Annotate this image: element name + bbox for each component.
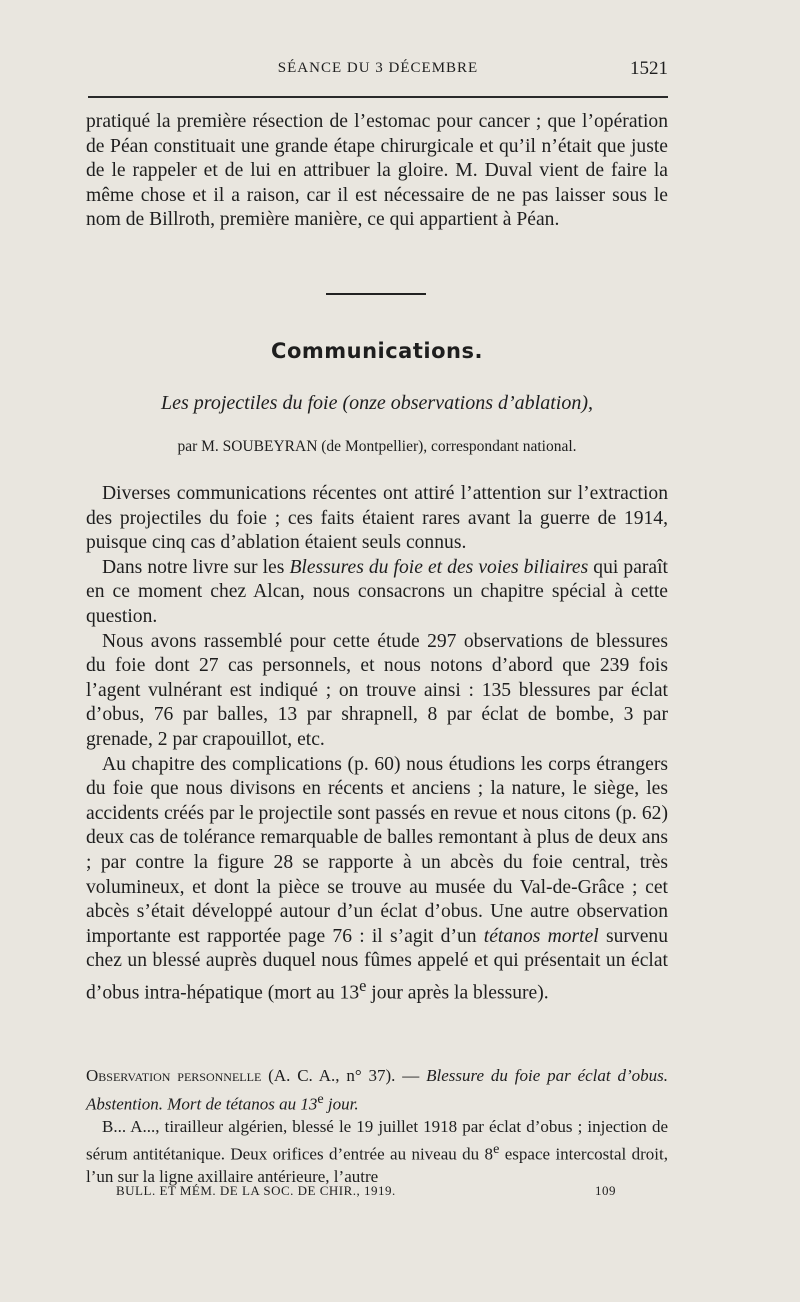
section-heading: Communications. [271, 339, 483, 363]
paragraph-4-sup: e [359, 975, 367, 995]
intro-paragraph: pratiqué la première résection de l’estomac pour cancer ; que l’opération de Péan constituait une grande étape chirurgicale et qu’il n’était que juste de le rappeler et de lui en attribuer la gloire. M. Duval vient de faire la même chose et il a raison, car il est nécessaire de ne pas laisser sous le nom de Billroth, première manière, ce qui appartient à Péan. [86, 111, 668, 231]
observation-heading [86, 1065, 668, 1116]
observation-ref: (A. C. A., n° 37). — [261, 1066, 427, 1085]
footer-citation: BULL. ET MÉM. DE LA SOC. DE CHIR., 1919. [116, 1183, 396, 1198]
paragraph-3: Nous avons rassemblé pour cette étude 297 observations de blessures du foie dont 27 cas personnels, et nous notons d’abord que 239 fois l’agent vulnérant est indiqué ; on trouve ainsi : 135 blessures par éclat d’obus, 76 par balles, 13 par shrapnell, 8 par éclat de bombe, 3 par grenade, 2 par crapouillot, etc. [86, 630, 668, 750]
article-body [86, 482, 668, 1006]
section-divider [326, 293, 426, 295]
paragraph-2 [86, 556, 668, 630]
tetanos-phrase: tétanos mortel [483, 925, 599, 947]
observation-block [86, 1065, 668, 1189]
paragraph-4-text-c: jour après la blessure). [366, 982, 549, 1004]
paragraph-4-text-b: survenu chez un blessé auprès duquel nous fûmes appelé et qui présentait un éclat d’obus intra-hépatique (mort au 13 [86, 925, 669, 1004]
page-number: 1521 [630, 58, 668, 79]
paragraph-2-text-b: qui paraît en ce moment chez Alcan, nous consacrons un chapitre spécial à cette question. [86, 556, 669, 627]
observation-text-sup: e [493, 1141, 500, 1158]
footer [116, 1183, 616, 1199]
header-rule [88, 96, 668, 98]
paragraph-4-text-a: Au chapitre des complications (p. 60) nous étudions les corps étrangers du foie que nous divisons en récents et anciens ; la nature, le siège, les accidents créés par le projectile sont passés en revue et nous citons (p. 62) deux cas de tolérance remarquable de balles remontant à plus de deux ans ; par contre la figure 28 se rapporte à un abcès du foie central, très volumineux, et dont la pièce se trouve au musée du Val-de-Grâce ; cet abcès s’était développé autour d’un éclat d’obus. Une autre observation importante est rapportée page 76 : il s’agit d’un [86, 753, 668, 947]
paragraph-4 [86, 753, 668, 1006]
footer-number: 109 [595, 1183, 616, 1198]
observation-summary-sup: e [317, 1090, 324, 1107]
running-head [88, 60, 668, 84]
observation-summary-b: jour. [323, 1094, 359, 1114]
running-head-title: SÉANCE DU 3 DÉCEMBRE [277, 60, 479, 76]
author-line: par M. SOUBEYRAN (de Montpellier), correspondant national. [177, 438, 577, 455]
intro-block [86, 110, 668, 233]
observation-text [86, 1116, 668, 1189]
observation-text-b: espace intercostal droit, l’un sur la ligne axillaire antérieure, l’autre [86, 1144, 668, 1187]
paragraph-2-text-a: Dans notre livre sur les [102, 556, 290, 578]
article-title: Les projectiles du foie (onze observations d’ablation), [161, 392, 593, 414]
observation-summary-a: Blessure du foie par éclat d’obus. Abstention. Mort de tétanos au 13 [86, 1066, 668, 1114]
paragraph-1: Diverses communications récentes ont attiré l’attention sur l’extraction des projectiles du foie ; ces faits étaient rares avant la guerre de 1914, puisque cinq cas d’ablation étaient seuls connus. [86, 483, 668, 554]
observation-label: Observation personnelle [86, 1066, 262, 1085]
book-title: Blessures du foie et des voies biliaires [289, 556, 589, 578]
observation-text-a: B... A..., tirailleur algérien, blessé le 19 juillet 1918 par éclat d’obus ; injection de sérum antitétanique. Deux orifices d’entrée au niveau du 8 [86, 1116, 668, 1164]
